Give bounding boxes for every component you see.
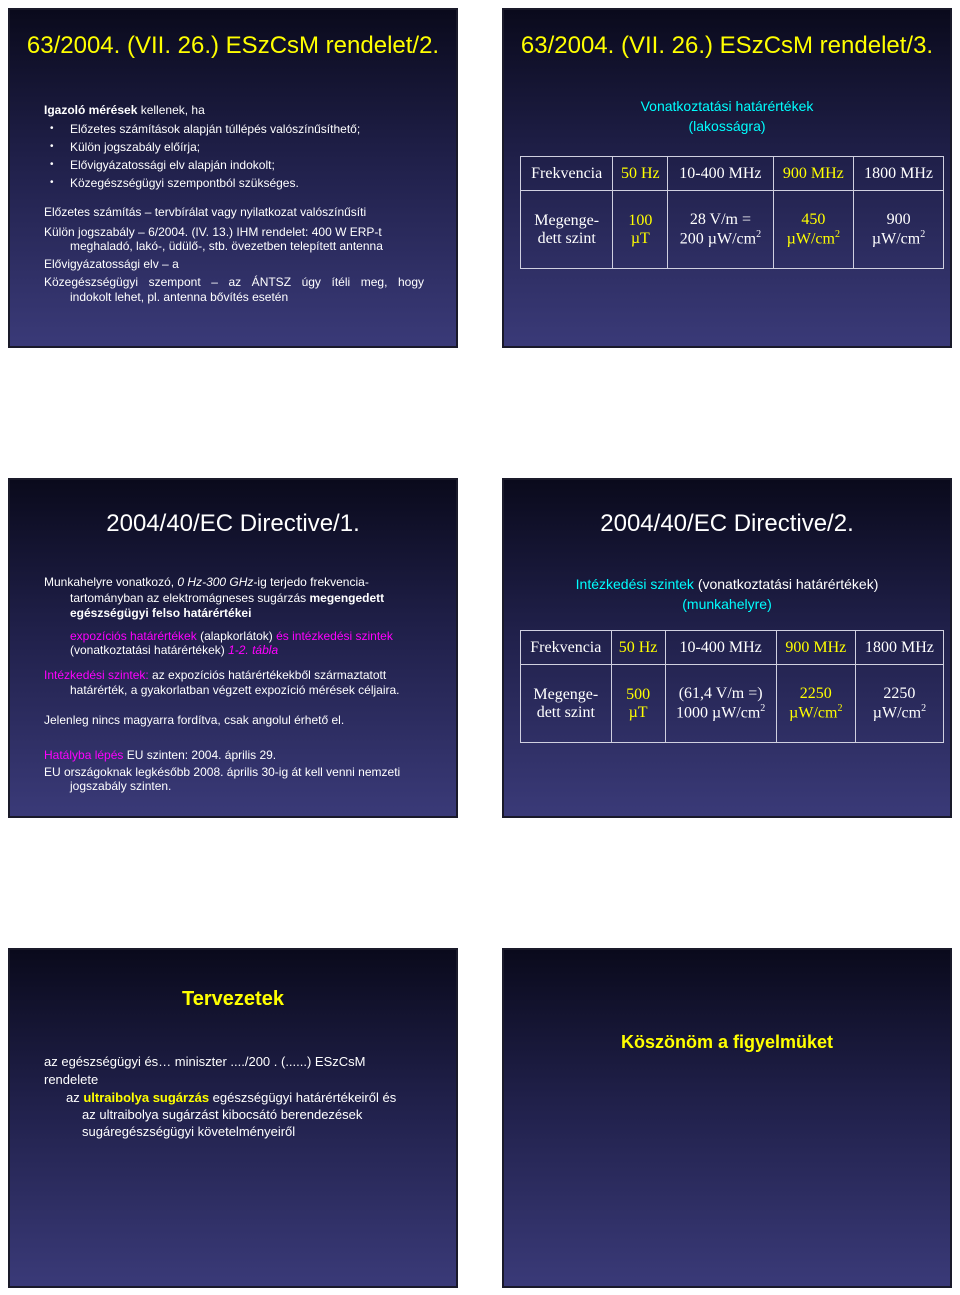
text: (vonatkoztatási határértékek) xyxy=(70,643,229,657)
text: Munkahelyre vonatkozó, xyxy=(44,575,178,589)
text-line: indokolt lehet, pl. antenna bővítés esetén xyxy=(70,290,289,304)
value-1800mhz xyxy=(854,191,944,269)
text: az xyxy=(66,1090,84,1105)
table-subtitle-2: (lakosságra) xyxy=(688,118,766,134)
value-num: 100 xyxy=(628,211,653,229)
value-unit: µW/cm xyxy=(871,230,921,248)
limits-table xyxy=(520,156,944,269)
para-1-cont-2 xyxy=(70,605,251,621)
para-3-cont: határérték, a gyakorlatban végzett expozíció mérések céljaira. xyxy=(70,683,400,697)
bullet-icon: • xyxy=(50,177,54,188)
header-50hz: 50 Hz xyxy=(613,157,668,191)
header-900mhz: 900 MHz xyxy=(776,631,855,665)
text: (alapkorlátok) xyxy=(196,629,277,643)
value-num: 900 xyxy=(886,210,911,228)
bullet-icon: • xyxy=(50,141,54,152)
value-num: 2250 xyxy=(799,684,832,702)
value-10-400mhz xyxy=(668,191,773,269)
para-5 xyxy=(44,747,276,763)
value-900mhz xyxy=(776,665,855,743)
value-unit: µT xyxy=(628,703,648,721)
value-exp: 2 xyxy=(756,228,762,240)
text: (vonatkoztatási határértékek) xyxy=(693,576,879,592)
value-50hz xyxy=(611,665,665,743)
text-line xyxy=(66,1090,396,1106)
bullet-icon: • xyxy=(50,123,54,134)
value-unit: µW/cm xyxy=(789,704,838,722)
row-label-1: Megenge- xyxy=(533,685,599,703)
text: tartományban az elektromágneses sugárzás xyxy=(70,591,310,605)
text-bold: megengedett xyxy=(309,591,385,605)
text-magenta: Intézkedési szintek: xyxy=(44,668,149,682)
slide-rendelet-3 xyxy=(502,8,952,348)
slide-title: 2004/40/EC Directive/2. xyxy=(600,510,854,537)
value-unit: µW/cm xyxy=(786,230,835,248)
value-num: 500 xyxy=(626,685,651,703)
para-1-cont xyxy=(70,590,384,606)
para-6-cont: jogszabály szinten. xyxy=(70,779,172,793)
text-line: meghaladó, lakó-, üdülő-, stb. övezetben telepített antenna xyxy=(70,239,383,253)
header-1800mhz: 1800 MHz xyxy=(855,631,943,665)
table-subtitle-2: (munkahelyre) xyxy=(682,596,772,612)
para-4: Jelenleg nincs magyarra fordítva, csak angolul érhető el. xyxy=(44,713,345,727)
slide-title: Köszönöm a figyelmüket xyxy=(620,1032,834,1052)
header-1800mhz: 1800 MHz xyxy=(854,157,944,191)
header-frekvencia: Frekvencia xyxy=(521,157,613,191)
text-magenta: Hatályba lépés xyxy=(44,748,124,762)
intro-rest: kellenek, ha xyxy=(137,103,205,117)
table-subtitle: Vonatkoztatási határértékek xyxy=(640,98,814,114)
row-label xyxy=(521,191,613,269)
row-label xyxy=(521,665,612,743)
value-900mhz xyxy=(773,191,854,269)
text-line: az egészségügyi és… miniszter ..../200 . (......) ESzCsM xyxy=(44,1054,366,1069)
text: az expozíciós határértékekből származtatott xyxy=(148,668,387,682)
header-50hz: 50 Hz xyxy=(611,631,665,665)
row-label-2: dett szint xyxy=(537,229,596,247)
bullet-item: Közegészségügyi szempontból szükséges. xyxy=(70,176,299,190)
para-6: EU országoknak legkésőbb 2008. április 30-ig át kell venni nemzeti xyxy=(44,765,401,779)
text-bold: egészségügyi felso határértékei xyxy=(70,606,252,620)
text-line: Külön jogszabály – 6/2004. (IV. 13.) IHM rendelet: 400 W ERP-t xyxy=(44,225,382,239)
header-10-400mhz: 10-400 MHz xyxy=(665,631,776,665)
slide-title: 2004/40/EC Directive/1. xyxy=(106,510,360,537)
value-unit: 1000 µW/cm xyxy=(675,704,761,722)
slide-title: 63/2004. (VII. 26.) ESzCsM rendelet/2. xyxy=(26,32,440,59)
slide-tervezetek xyxy=(8,948,458,1288)
para-3 xyxy=(44,667,386,683)
text-cyan: Intézkedési szintek xyxy=(575,576,694,592)
row-label-1: Megenge- xyxy=(534,211,600,229)
intro-line xyxy=(44,102,205,118)
bullet-item: Külön jogszabály előírja; xyxy=(70,140,201,154)
value-unit: µT xyxy=(630,229,650,247)
slide-title: Tervezetek xyxy=(182,988,284,1010)
text-italic: 0 Hz-300 GHz xyxy=(177,575,254,589)
value-num: 450 xyxy=(801,210,826,228)
text-magenta: és intézkedési szintek xyxy=(276,629,393,643)
slide-rendelet-2 xyxy=(8,8,458,348)
bullet-icon: • xyxy=(50,159,54,170)
slide-title: 63/2004. (VII. 26.) ESzCsM rendelet/3. xyxy=(520,32,934,59)
para-1 xyxy=(44,574,369,590)
value-exp: 2 xyxy=(920,228,926,240)
row-label-2: dett szint xyxy=(536,703,595,721)
value-1800mhz xyxy=(855,665,943,743)
header-900mhz: 900 MHz xyxy=(773,157,854,191)
value-exp: 2 xyxy=(760,702,766,714)
slide-directive-1 xyxy=(8,478,458,818)
text: EU szinten: 2004. április 29. xyxy=(123,748,277,762)
text-line: Előzetes számítás – tervbírálat vagy nyilatkozat valószínűsíti xyxy=(44,205,367,219)
text-magenta: expozíciós határértékek xyxy=(70,629,197,643)
header-10-400mhz: 10-400 MHz xyxy=(668,157,773,191)
table-subtitle xyxy=(504,576,950,592)
value-exp: 2 xyxy=(921,702,927,714)
bullet-item: Elővigyázatossági elv alapján indokolt; xyxy=(70,158,275,172)
limits-table xyxy=(520,630,944,743)
value-50hz xyxy=(613,191,668,269)
slide-koszonom xyxy=(502,948,952,1288)
value-num: 28 V/m = xyxy=(689,210,751,228)
slide-directive-2 xyxy=(502,478,952,818)
text: -ig terjedo frekvencia- xyxy=(253,575,369,589)
bullet-item: Előzetes számítások alapján túllépés valószínűsíthető; xyxy=(70,122,361,136)
value-10-400mhz xyxy=(665,665,776,743)
text-magenta-italic: 1-2. tábla xyxy=(228,643,279,657)
text-line: az ultraibolya sugárzást kibocsátó berendezések xyxy=(82,1107,363,1122)
text-line: Közegészségügyi szempont – az ÁNTSZ úgy ítéli meg, hogy xyxy=(44,275,424,289)
value-num: 2250 xyxy=(883,684,916,702)
value-exp: 2 xyxy=(837,702,843,714)
text-line: sugáregészségügyi követelményeiről xyxy=(82,1124,296,1139)
intro-bold: Igazoló mérések xyxy=(44,103,138,117)
para-2-cont xyxy=(70,642,278,658)
text-line: Elővigyázatossági elv – a xyxy=(44,257,179,271)
text-yellow: ultraibolya sugárzás xyxy=(83,1090,210,1105)
value-exp: 2 xyxy=(834,228,840,240)
value-unit: 200 µW/cm xyxy=(679,230,757,248)
text: egészségügyi határértékeiről és xyxy=(209,1090,397,1105)
header-frekvencia: Frekvencia xyxy=(521,631,612,665)
text-line: rendelete xyxy=(44,1072,99,1087)
value-unit: µW/cm xyxy=(872,704,922,722)
value-num: (61,4 V/m =) xyxy=(678,684,763,702)
